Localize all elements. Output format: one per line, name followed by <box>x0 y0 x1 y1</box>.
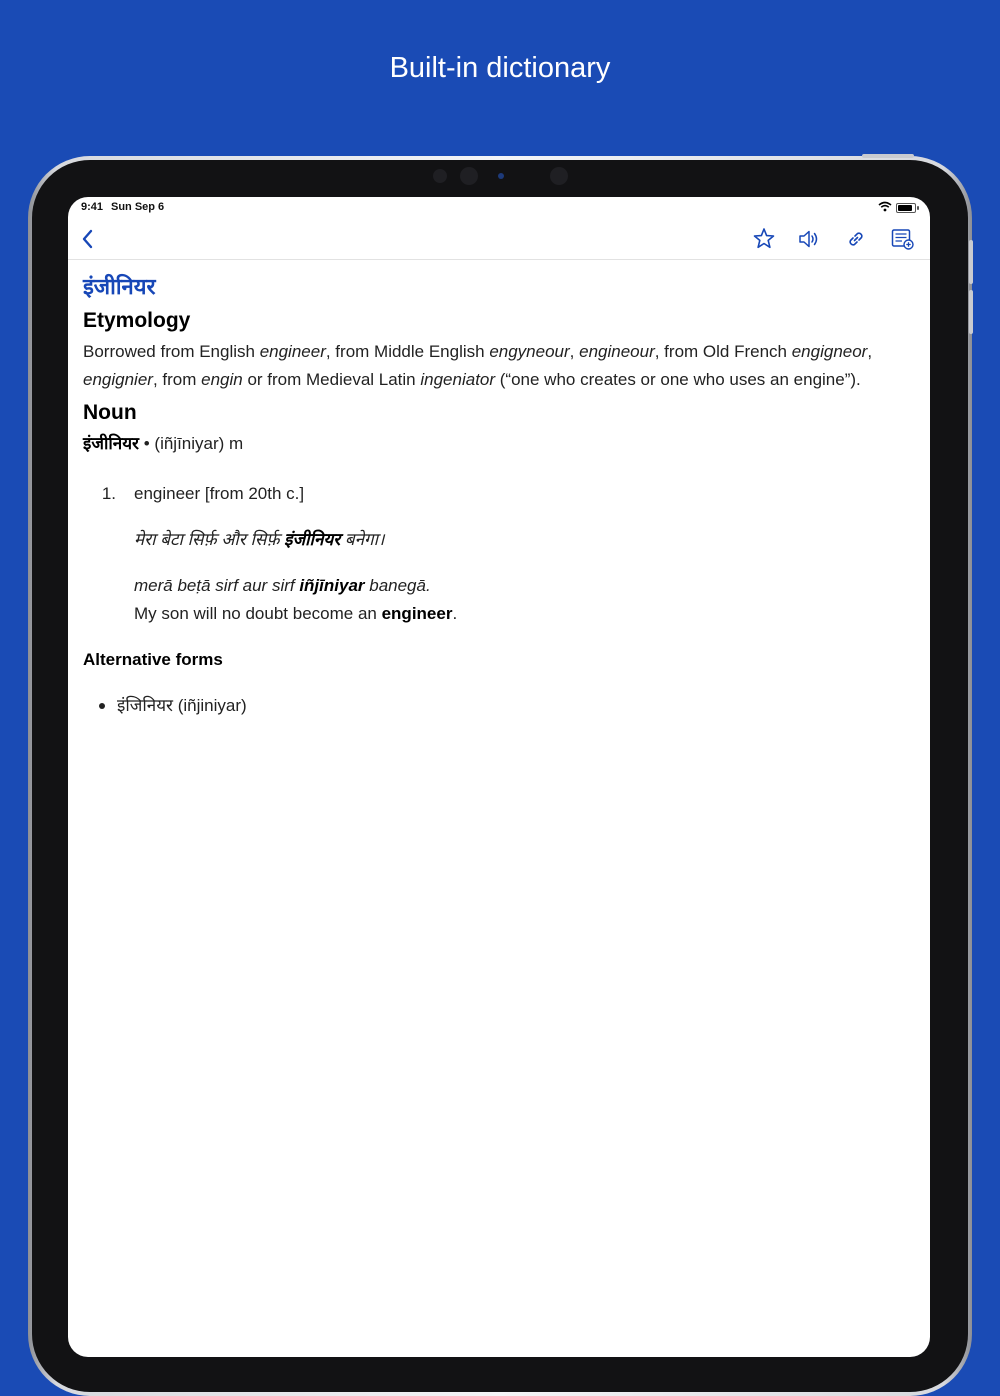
face-sensor <box>550 167 568 185</box>
headword: इंजीनियर <box>83 274 156 299</box>
back-button[interactable] <box>74 225 102 253</box>
sense-item <box>83 480 915 628</box>
star-icon <box>750 225 778 253</box>
page-headline: Built-in dictionary <box>389 52 611 84</box>
bullet-icon <box>99 703 105 709</box>
alternative-form-item: इंजिनियर (iñjiniyar) <box>83 692 915 720</box>
wifi-icon <box>878 201 892 215</box>
link-icon <box>842 225 870 253</box>
example-hindi: मेरा बेटा सिर्फ़ और सिर्फ़ इंजीनियर बनेगा। <box>134 530 385 549</box>
app-screen <box>68 197 930 1357</box>
dictionary-entry <box>83 260 915 720</box>
favorite-button[interactable] <box>750 225 778 253</box>
camera-indicator <box>498 173 504 179</box>
etymology-text: Borrowed from English engineer, from Middle English engyneour, engineour, from Old French engigneor, engignier, from engin or from Medieval Latin ingeniator (“one who creates or one who uses an engine”). <box>83 342 873 389</box>
camera-sensor <box>433 169 447 183</box>
sense-number: 1. <box>101 484 116 503</box>
sense-gloss: engineer [from 20th c.] <box>134 484 305 503</box>
top-button <box>862 154 914 158</box>
status-date: Sun Sep 6 <box>111 201 165 213</box>
part-of-speech-heading: Noun <box>83 401 137 424</box>
volume-up-button <box>969 240 973 284</box>
front-camera <box>460 167 478 185</box>
status-time: 9:41 <box>81 201 104 213</box>
status-bar <box>68 197 930 219</box>
example-transliteration: merā beṭā sirf aur sirf iñjīniyar banegā. <box>134 576 431 595</box>
add-to-list-button[interactable] <box>888 225 916 253</box>
speaker-icon <box>795 225 823 253</box>
link-button[interactable] <box>842 225 870 253</box>
battery-icon <box>896 203 916 213</box>
example-translation: My son will no doubt become an engineer. <box>134 604 458 623</box>
add-to-list-icon <box>888 225 916 253</box>
pronounce-button[interactable] <box>795 225 823 253</box>
navigation-bar <box>68 219 930 260</box>
chevron-left-icon <box>74 225 102 253</box>
headword-line: इंजीनियर • (iñjīniyar) m <box>83 434 244 453</box>
etymology-heading: Etymology <box>83 309 191 332</box>
volume-down-button <box>969 290 973 334</box>
alternative-forms-heading: Alternative forms <box>83 650 223 669</box>
